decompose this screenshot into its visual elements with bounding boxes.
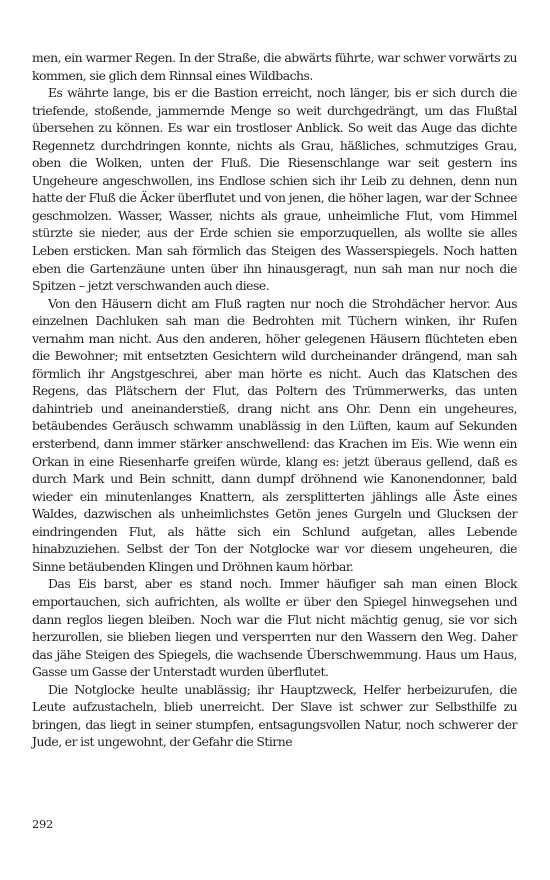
paragraph-continuation: men, ein warmer Regen. In der Straße, die abwärts führte, war schwer vorwärts zu kommen, sie glich dem Rinnsal eines Wildbachs. [32, 50, 517, 83]
page-number: 292 [32, 817, 54, 831]
paragraph-ice: Das Eis barst, aber es stand noch. Immer häufiger sah man einen Block emportauchen, sich aufrichten, als wollte er über den Spiegel hinwegsehen und dann reglos liegen bleiben. Noch war die Flut nicht mächtig genug, sie vor sich herzurollen, sie blieben liegen und versperrten nur den Wassern den Weg. Daher das jähe Steigen des Spiegels, die wachsende Überschwemmung. Haus um Haus, Gasse um Gasse der Unterstadt wurden überflutet. [32, 576, 517, 680]
paragraph-bastion: Es währte lange, bis er die Bastion erreicht, noch länger, bis er sich durch die triefende, stoßende, jammernde Menge so weit durchgedrängt, um das Flußtal übersehen zu können. Es war ein trostloser Anblick. So weit das Auge das dichte Regennetz durchdringen konnte, nichts als Grau, häßliches, schmutziges Grau, oben die Wolken, unten der Fluß. Die Riesenschlange war seit gestern ins Ungeheure angeschwollen, ins Endlose schien sich ihr Leib zu dehnen, denn nun hatte der Fluß die Äcker überflutet und von jenen, die höher lagen, war der Schnee geschmolzen. Wasser, Wasser, nichts als graue, unheimliche Flut, vom Himmel stürzte sie nieder, aus der Erde schien sie emporzuquellen, als wollte sie alles Leben ersticken. Man sah förmlich das Steigen des Wasserspiegels. Noch hatten eben die Gartenzäune unten über ihn hinausgeragt, nun sah man nur noch die Spitzen – jetzt verschwanden auch diese. [32, 85, 517, 294]
body-text [32, 49, 517, 751]
paragraph-houses: Von den Häusern dicht am Fluß ragten nur noch die Strohdächer hervor. Aus einzelnen Dachluken sah man die Bedrohten mit Tüchern winken, ihr Rufen vernahm man nicht. Aus den anderen, höher gelegenen Häusern flüchteten eben die Bewohner; mit entsetzten Gesichtern wild durcheinander drängend, man sah förmlich ihr Angstgeschrei, aber man hörte es nicht. Auch das Klatschen des Regens, das Plätschern der Flut, das Poltern des Trümmerwerks, das unten dahintrieb und aneinanderstieß, drang nicht ans Ohr. Denn ein ungeheures, betäubendes Geräusch schwamm unablässig in den Lüften, kaum auf Sekunden ersterbend, dann immer stärker anschwellend: das Krachen im Eis. Wie wenn ein Orkan in eine Riesenharfe greifen würde, klang es: jetzt überaus gellend, daß es durch Mark und Bein schnitt, dann dumpf dröhnend wie Kanonendonner, bald wieder ein minutenlanges Knattern, als zersplitterten jählings alle Äste eines Waldes, dazwischen als unheimlichstes Getön jenes Gurgeln und Glucksen der eindringenden Flut, als hätte sich ein Schlund aufgetan, alles Lebende hinabzuziehen. Selbst der Ton der Notglocke war vor diesem ungeheuren, die Sinne betäubenden Klingen und Dröhnen kaum hörbar. [32, 295, 517, 574]
paragraph-bell: Die Notglocke heulte unablässig; ihr Hauptzweck, Helfer herbeizurufen, die Leute aufzustacheln, blieb unerreicht. Der Slave ist schwer zur Selbsthilfe zu bringen, das liegt in seiner stumpfen, entsagungsvollen Natur, noch schwerer der Jude, er ist ungewohnt, der Gefahr die Stirne [32, 681, 517, 750]
